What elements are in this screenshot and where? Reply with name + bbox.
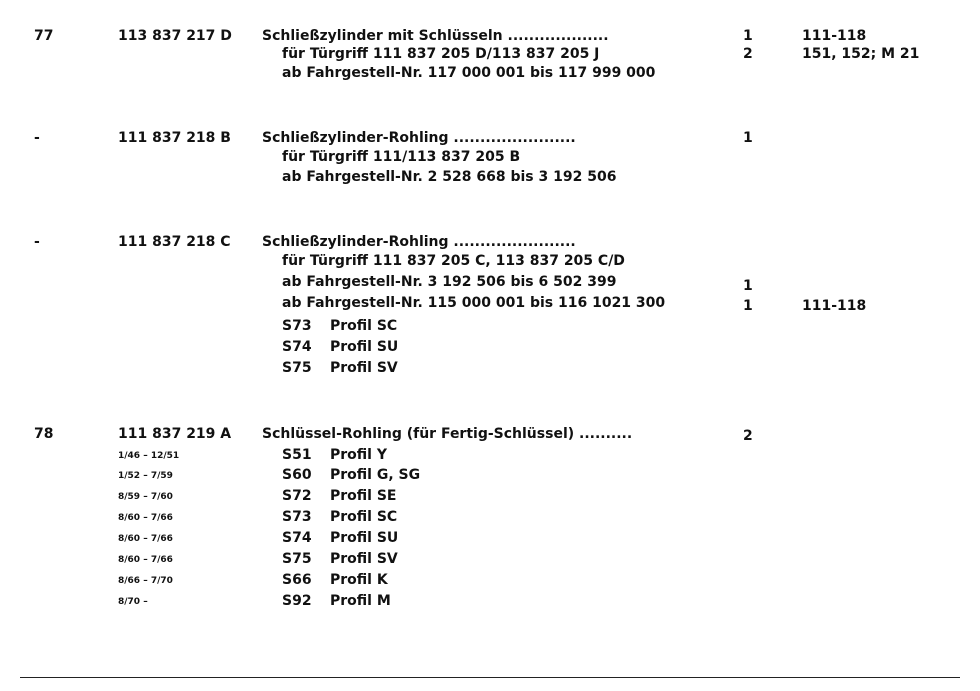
profile-row <box>282 572 388 588</box>
profile-row <box>282 488 396 504</box>
part-description: Schließzylinder-Rohling ....................... <box>262 234 576 250</box>
profile-code: S92 <box>282 593 312 609</box>
part-description: Schlüssel-Rohling (für Fertig-Schlüssel) .......... <box>262 426 633 442</box>
profile-name: Profil K <box>330 572 388 588</box>
model-reference: 111-118 <box>802 298 867 314</box>
profile-code: S72 <box>282 488 312 504</box>
profile-name: Profil SV <box>330 360 398 376</box>
profile-code: S66 <box>282 572 312 588</box>
profile-name: Profil SV <box>330 551 398 567</box>
model-reference: 111-118 <box>802 28 867 44</box>
quantity: 2 <box>743 428 753 444</box>
profile-name: Profil SU <box>330 339 399 355</box>
model-reference: 151, 152; M 21 <box>802 46 920 62</box>
part-detail: ab Fahrgestell-Nr. 117 000 001 bis 117 999 000 <box>282 65 656 81</box>
profile-name: Profil SE <box>330 488 397 504</box>
profile-name: Profil G, SG <box>330 467 421 483</box>
profile-code: S75 <box>282 360 312 376</box>
quantity: 2 <box>743 46 753 62</box>
profile-row <box>282 530 398 546</box>
date-range: 1/46 – 12/51 <box>118 451 180 461</box>
part-detail: ab Fahrgestell-Nr. 2 528 668 bis 3 192 506 <box>282 169 617 185</box>
bottom-divider <box>20 677 960 678</box>
part-detail: für Türgriff 111 837 205 C, 113 837 205 C/D <box>282 253 625 269</box>
profile-name: Profil SC <box>330 509 398 525</box>
position-number: 77 <box>34 28 54 44</box>
position-number: - <box>34 234 40 250</box>
profile-code: S75 <box>282 551 312 567</box>
profile-row <box>282 318 397 334</box>
part-detail: ab Fahrgestell-Nr. 115 000 001 bis 116 1021 300 <box>282 295 666 311</box>
part-number: 111 837 219 A <box>118 426 232 442</box>
quantity: 1 <box>743 28 753 44</box>
part-detail: für Türgriff 111 837 205 D/113 837 205 J <box>282 46 600 62</box>
profile-name: Profil SU <box>330 530 399 546</box>
quantity: 1 <box>743 298 753 314</box>
profile-code: S74 <box>282 530 312 546</box>
part-number: 111 837 218 B <box>118 130 231 146</box>
position-number: 78 <box>34 426 54 442</box>
part-number: 113 837 217 D <box>118 28 232 44</box>
date-range: 1/52 – 7/59 <box>118 471 173 481</box>
profile-row <box>282 509 397 525</box>
profile-row <box>282 447 387 463</box>
profile-code: S51 <box>282 447 312 463</box>
position-number: - <box>34 130 40 146</box>
part-detail: ab Fahrgestell-Nr. 3 192 506 bis 6 502 399 <box>282 274 617 290</box>
profile-name: Profil M <box>330 593 391 609</box>
profile-code: S74 <box>282 339 312 355</box>
part-description: Schließzylinder mit Schlüsseln ................... <box>262 28 609 44</box>
quantity: 1 <box>743 130 753 146</box>
part-detail: für Türgriff 111/113 837 205 B <box>282 149 521 165</box>
date-range: 8/66 – 7/70 <box>118 576 173 586</box>
date-range: 8/59 – 7/60 <box>118 492 173 502</box>
date-range: 8/60 – 7/66 <box>118 555 173 565</box>
profile-name: Profil Y <box>330 447 387 463</box>
quantity: 1 <box>743 278 753 294</box>
part-number: 111 837 218 C <box>118 234 231 250</box>
profile-row <box>282 467 420 483</box>
date-range: 8/60 – 7/66 <box>118 534 173 544</box>
date-range: 8/70 – <box>118 597 148 607</box>
profile-name: Profil SC <box>330 318 398 334</box>
profile-row <box>282 551 398 567</box>
profile-code: S73 <box>282 318 312 334</box>
profile-code: S73 <box>282 509 312 525</box>
profile-code: S60 <box>282 467 312 483</box>
profile-row <box>282 339 398 355</box>
profile-row <box>282 593 391 609</box>
profile-row <box>282 360 398 376</box>
date-range: 8/60 – 7/66 <box>118 513 173 523</box>
part-description: Schließzylinder-Rohling ....................... <box>262 130 576 146</box>
